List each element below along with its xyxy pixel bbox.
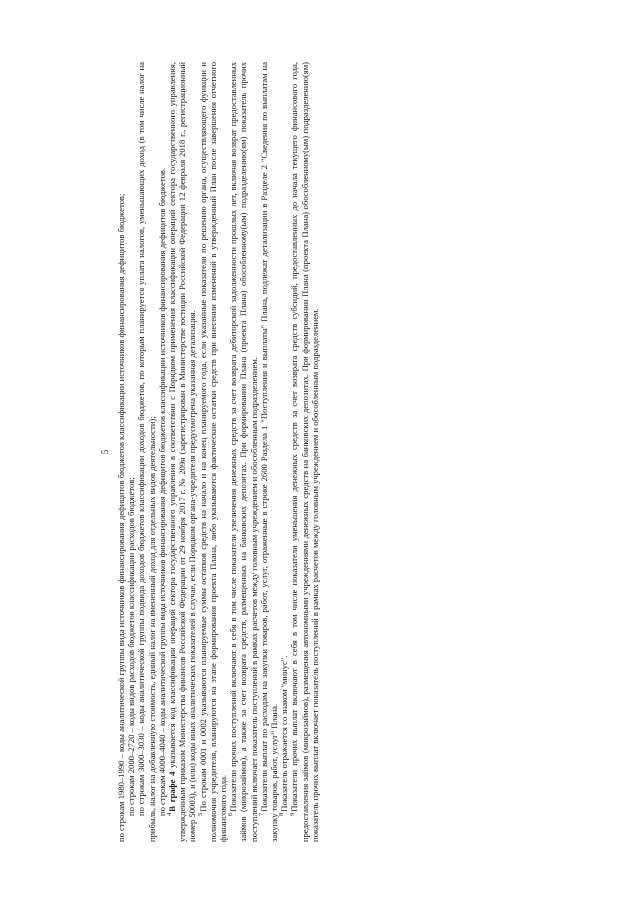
- footnote-text: Показатели прочих поступлений включают в себя в том числе показатели увеличения денежных средств за счет возврата дебиторской задолженности прошлых лет, включая возврат предоставленных займов (микрозаймов), а также за счет возврата средств, размещенных на банковских депозитах. При формировании Плана (проекта Плана) обособленному(ым) подразделению(ям) показатель прочих поступлений включает показатель поступлений в рамках расчетов между головным учреждением и обособленным подразделением.: [228, 62, 259, 842]
- footnote-text: По строкам 0001 и 0002 указываются планируемые суммы остатков средств на начало и на конец планируемого года, если указанные показатели по решению органа, осуществляющего функции и полномочия учредителя, планируются на этапе формирования проекта Плана, либо указываются фактические остатки средств при внесении изменений в утвержденный План после завершения отчетного финансового года.: [197, 62, 229, 842]
- paragraph-text: по строкам 4000–4040 – коды аналитической группы вида источников финансирования дефицитов бюджетов классификации источников финансирования дефицитов бюджетов.: [156, 167, 167, 816]
- paragraph-rows-4000-4040: [157, 62, 167, 842]
- page-number: 5: [100, 449, 110, 455]
- footnote-mark: 6: [227, 812, 235, 816]
- footnote-5: [198, 62, 229, 842]
- footnote-4: [167, 62, 198, 842]
- footnote-mark: 5: [196, 812, 204, 816]
- footnote-mark: 4: [166, 812, 174, 816]
- footnote-lead: В графе 4: [167, 771, 178, 812]
- footnote-text: Показатель отражается со знаком "минус".: [279, 655, 290, 812]
- footnote-mark: 8: [278, 812, 286, 816]
- footnote-9: [289, 62, 320, 842]
- paragraph-text: по строкам 1980–1990 – коды аналитической группы вида источников финансирования дефицитов бюджетов классификации источников финансирования дефицитов бюджетов;: [116, 193, 126, 842]
- footnote-text: указывается код классификации операций сектора государственного управления в соответствии с Порядком применения классификации операций сектора государственного управления, утвержденным приказом Министерства финансов Российской Федерации от 29 ноября 2017 г. № 209н (зарегистрирован в Министерстве юстиции Российской Федерации 12 февраля 2018 г., регистрационный номер 50003), и (или) коды иных аналитических показателей в случае, если Порядком органа-учредителя предусмотрена указанная детализация.: [167, 62, 198, 842]
- paragraph-rows-3000-3030: [136, 62, 156, 842]
- rotated-text-block: [100, 62, 540, 842]
- paragraph-text: по строкам 2000–2720 – коды видов расходов бюджетов классификации расходов бюджетов;: [126, 477, 137, 816]
- footnote-8: [279, 62, 289, 842]
- paragraph-rows-1980-1990: [116, 62, 126, 842]
- paragraph-rows-2000-2720: [126, 62, 136, 842]
- footnote-7: [259, 62, 279, 842]
- footnote-mark: 9: [288, 812, 296, 816]
- footnote-mark: 7: [257, 812, 265, 816]
- footnote-6: [228, 62, 259, 842]
- footnote-text: Показатели выплат по расходам на закупки товаров, работ, услуг, отраженные в строке 2600 Раздела 1 "Поступления и выплаты" Плана, подлежат детализации в Разделе 2 "Сведения по выплатам на закупку товаров, работ, услуг" Плана.: [258, 62, 280, 842]
- paragraph-text: по строкам 3000–3030 – коды аналитической группы подвида доходов бюджетов классификации доходов бюджетов, по которым планируется уплата налогов, уменьшающих доход (в том числе налог на прибыль, налог на добавленную стоимость, единый налог на вмененный доход для отдельных видов деятельности);: [136, 62, 157, 842]
- footnote-text: Показатели прочих выплат включают в себя в том числе показатели уменьшения денежных средств за счет возврата средств субсидий, предоставленных до начала текущего финансового года, предоставления займов (микрозаймов), размещения автономными учреждениями денежных средств на банковских депозитах. При формировании Плана (проекта Плана) обособленному(ым) подразделению(ям) показатель прочих выплат включает показатель поступлений в рамках расчетов между головным учреждением и обособленным подразделением.: [289, 62, 320, 842]
